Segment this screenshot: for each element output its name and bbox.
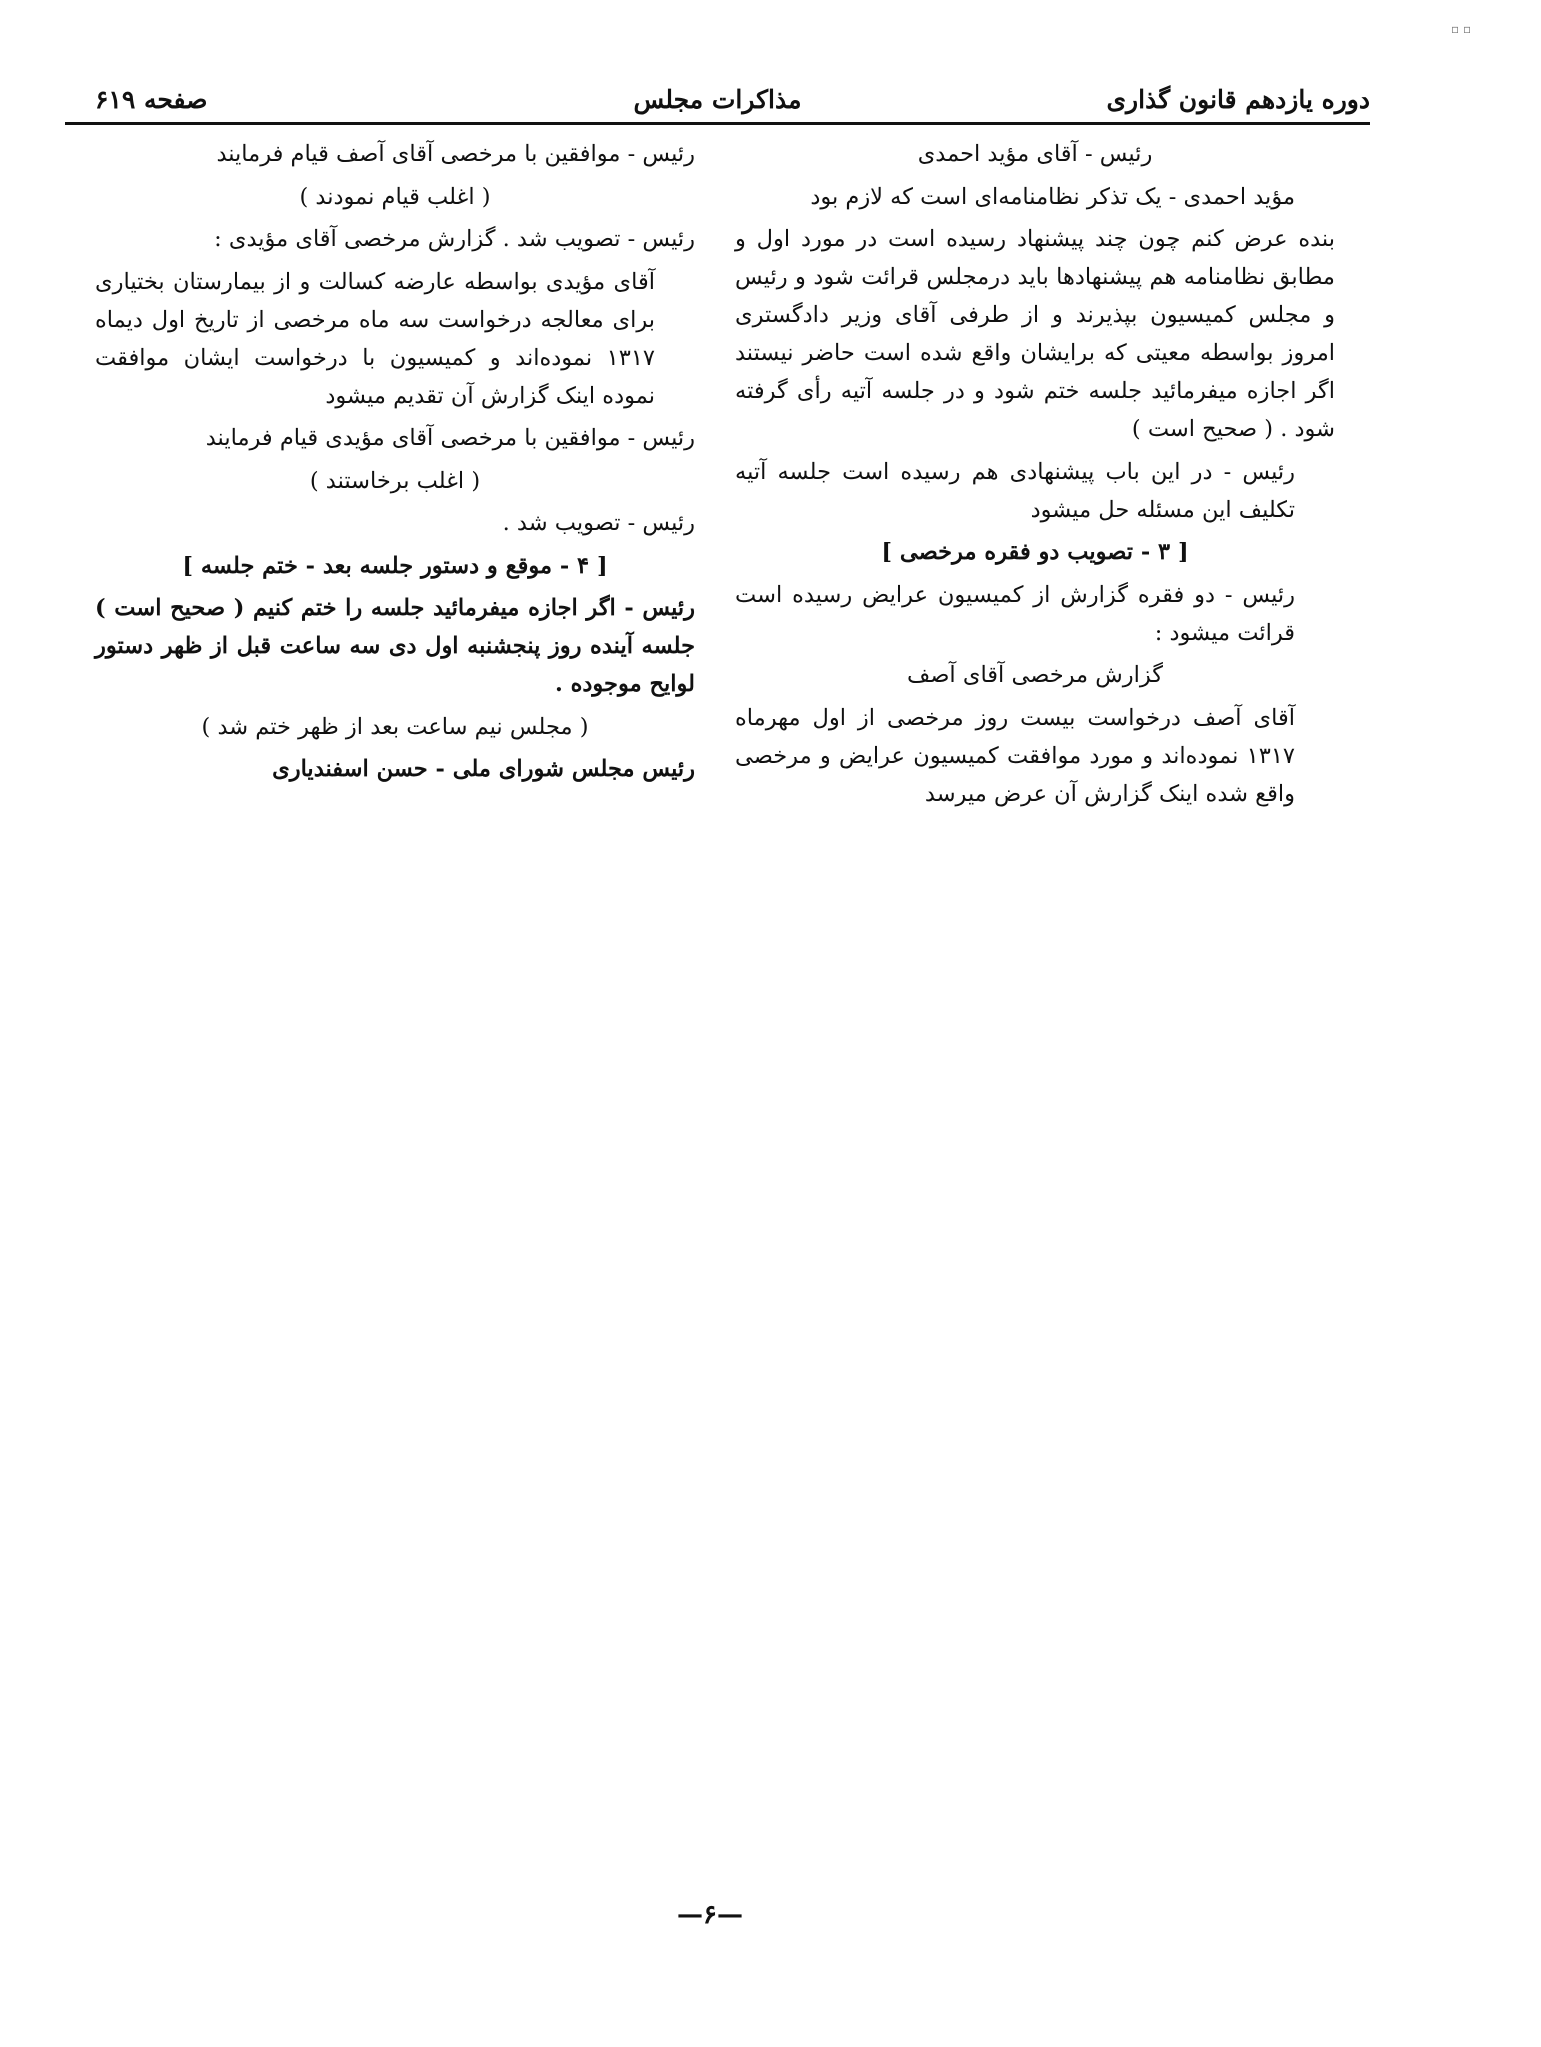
- paragraph: آقای مؤیدی بواسطه عارضه کسالت و از بیمارستان بختیاری برای معالجه درخواست سه ماه مرخصی از تاریخ اول دیماه ۱۳۱۷ نموده‌اند و کمیسیون با درخواست ایشان موافقت نموده اینک گزارش آن تقدیم میشود: [95, 268, 655, 409]
- paragraph: بنده عرض کنم چون چند پیشنهاد رسیده است در مورد اول و مطابق نظامنامه هم پیشنهادها باید درمجلس قرائت شود و رئیس و مجلس کمیسیون بپذیرند و از طرفی آقای وزیر دادگستری امروز بواسطه معیتی که برایشان واقع شده است حاضر نیستند اگر اجازه میفرمائید جلسه ختم شود و در جلسه آتیه رأی گرفته شود . ( صحیح است ): [735, 226, 1335, 442]
- paragraph: رئیس - دو فقره گزارش از کمیسیون عرایض رسیده است قرائت میشود :: [735, 581, 1295, 646]
- paragraph: ( اغلب برخاستند ): [309, 467, 481, 494]
- paragraph: رئیس - موافقین با مرخصی آقای مؤیدی قیام فرمایند: [205, 425, 695, 451]
- section-heading: [ ۳ - تصویب دو فقره مرخصی ]: [881, 539, 1189, 565]
- paragraph: ( مجلس نیم ساعت بعد از ظهر ختم شد ): [201, 713, 589, 740]
- paragraph: رئیس - در این باب پیشنهادی هم رسیده است جلسه آتیه تکلیف این مسئله حل میشود: [735, 458, 1295, 523]
- paragraph: رئیس - تصویب شد .: [502, 510, 695, 536]
- right-column: [735, 135, 1335, 817]
- paragraph: آقای آصف درخواست بیست روز مرخصی از اول مهرماه ۱۳۱۷ نموده‌اند و مورد موافقت کمیسیون عرایض و مرخصی واقع شده اینک گزارش آن عرض میرسد: [735, 704, 1295, 807]
- left-column: [95, 135, 695, 793]
- header-session: دوره یازدهم قانون گذاری: [1106, 85, 1370, 114]
- paragraph: گزارش مرخصی آقای آصف: [907, 662, 1163, 688]
- paragraph: رئیس - تصویب شد . گزارش مرخصی آقای مؤیدی :: [214, 226, 695, 252]
- paragraph: ( اغلب قیام نمودند ): [299, 183, 491, 210]
- scan-mark: ▫ ▫: [1451, 22, 1472, 36]
- header-rule: [65, 122, 1370, 125]
- header-page-number: صفحه ۶۱۹: [95, 85, 208, 114]
- paragraph: رئیس - موافقین با مرخصی آقای آصف قیام فرمایند: [216, 141, 695, 167]
- paragraph: رئیس - اگر اجازه میفرمائید جلسه را ختم کنیم ( صحیح است ) جلسه آینده روز پنجشنبه اول دی سه ساعت قبل از ظهر دستور لوایح موجوده .: [95, 595, 695, 697]
- paragraph: رئیس - آقای مؤید احمدی: [917, 141, 1153, 167]
- header-title: مذاکرات مجلس: [633, 85, 802, 114]
- section-heading: [ ۴ - موقع و دستور جلسه بعد - ختم جلسه ]: [182, 552, 608, 579]
- paragraph: مؤید احمدی - یک تذکر نظامنامه‌ای است که لازم بود: [810, 183, 1295, 210]
- signature-line: رئیس مجلس شورای ملی - حسن اسفندیاری: [272, 756, 695, 782]
- page-footer-number: —۶—: [677, 1900, 743, 1930]
- page-header: [65, 80, 1370, 120]
